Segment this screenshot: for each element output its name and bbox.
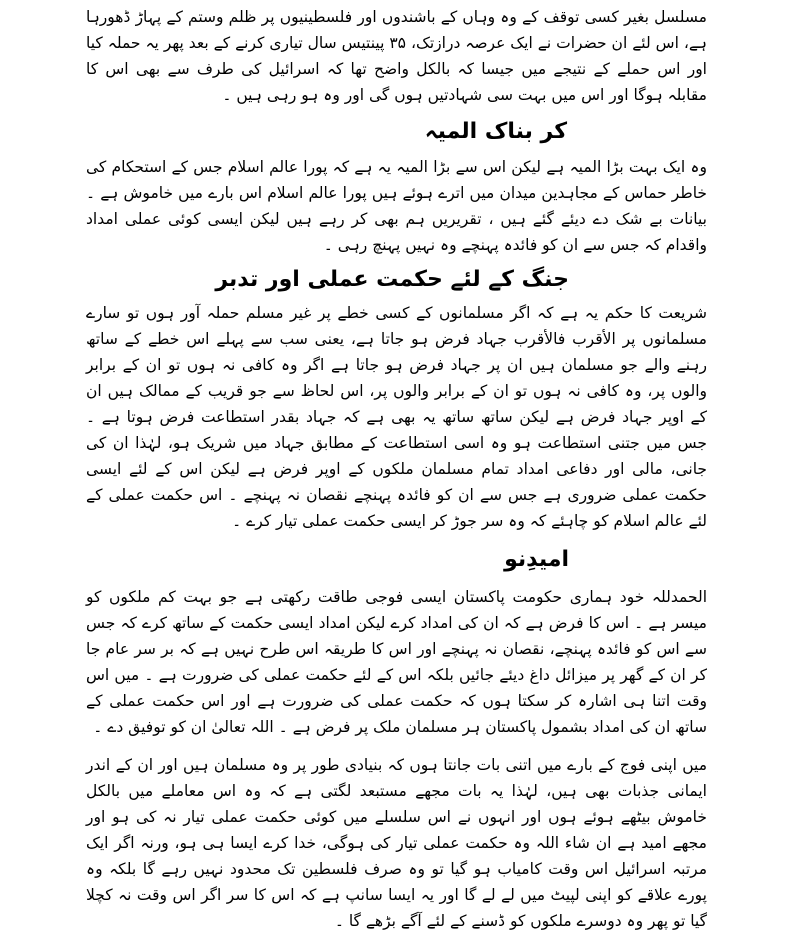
strategy-paragraph: شریعت کا حکم یہ ہے کہ اگر مسلمانوں کے کسی خطے پر غیر مسلم حملہ آور ہوں تو سارے مسلمانوں پر الأقرب فالأقرب جہاد فرض ہو جاتا ہے، یعنی سب سے پہلے اس خطے کے ساتھ رہنے والے جو مسلمان ہیں ان پر جہاد فرض ہو جاتا ہے اگر وہ کافی نہ ہوں تو ان کے برابر والوں پر، وہ کافی نہ ہوں تو ان کے برابر والوں پر، اس لحاظ سے جو قریب کے ممالک ہیں ان کے اوپر جہاد فرض ہے لیکن ساتھ ساتھ یہ بھی ہے کہ جہاد بقدر استطاعت فرض ہوتا ہے ۔ جس میں جتنی استطاعت ہو وہ اسی استطاعت کے مطابق جہاد میں شریک ہو، لہٰذا ان کی جانی، مالی اور دفاعی امداد تمام مسلمان ملکوں کے اوپر فرض ہے لیکن اس کے لئے ایسی حکمت عملی ضروری ہے جس سے ان کو فائدہ پہنچے نقصان نہ پہنچے ۔ اس حکمت عملی کے لئے عالم اسلام کو چاہئے کہ وہ سر جوڑ کر ایسی حکمت عملی تیار کرے ۔	[86, 304, 707, 530]
section-heading-strategy: جنگ کے لئے حکمت عملی اور تدبر	[215, 267, 569, 292]
hope-paragraph-2: میں اپنی فوج کے بارے میں اتنی بات جانتا ہوں کہ بنیادی طور پر وہ مسلمان ہیں اور ان کے اندر ایمانی جذبات بھی ہیں، لہٰذا یہ بات مجھے مستبعد لگتی ہے کہ وہ اس معاملے میں بالکل خاموش بیٹھے ہوئے ہوں اور انہوں نے اس سلسلے میں کوئی حکمت عملی تیار نہ کی ہو اور مجھے امید ہے ان شاء اللہ وہ حکمت عملی تیار کی ہوگی، خدا کرے ایسا ہی ہو، ورنہ اگر ایک مرتبہ اسرائیل اس وقت کامیاب ہو گیا تو وہ صرف فلسطین تک محدود نہیں رہے گا بلکہ وہ پورے علاقے کو اپنی لپیٹ میں لے لے گا اور یہ ایسا سانپ ہے کہ اس کا سر اگر اس وقت نہ کچلا گیا تو پھر وہ دوسرے ملکوں کو ڈسنے کے لئے آگے بڑھے گا ۔	[86, 756, 707, 930]
intro-paragraph: مسلسل بغیر کسی توقف کے وہ وہاں کے باشندوں اور فلسطینیوں پر ظلم وستم کے پہاڑ ڈھورہا ہے، اس لئے ان حضرات نے ایک عرصہ درازتک، ۳۵ پینتیس سال تیاری کرنے کے بعد پھر یہ حملہ کیا اور اس حملے کے نتیجے میں جیسا کہ بالکل واضح تھا کہ اسرائیل کی طرف سے بھی اس کا مقابلہ ہوگا اور اس میں بہت سی شہادتیں ہوں گی اور وہ ہو رہی ہیں ۔	[86, 8, 708, 104]
section-heading-tragedy: کر بناک المیہ	[424, 119, 567, 144]
section-heading-hope: امیدِنو	[504, 547, 569, 572]
hope-paragraph-1: الحمدللہ خود ہماری حکومت پاکستان ایسی فوجی طاقت رکھتی ہے جو بہت کم ملکوں کو میسر ہے ۔ اس کا فرض ہے کہ ان کی امداد کرے لیکن امداد ایسی حکمت کے ساتھ کرے کہ جس سے اس کو فائدہ پہنچے، نقصان نہ پہنچے اور اس کا طریقہ اس طرح نہیں ہے کہ بر سر عام جا کر ان کے گھر پر میزائل داغ دیئے جائیں بلکہ اس کے لئے حکمت عملی کی ضرورت ہے ۔ میں اس وقت اتنا ہی اشارہ کر سکتا ہوں کہ حکمت عملی کی ضرورت ہے اور اس حکمت عملی کے ساتھ ان کی امداد بشمول پاکستان ہر مسلمان ملک پر فرض ہے ۔ اللہ تعالیٰ ان کو توفیق دے ۔	[86, 588, 707, 736]
tragedy-paragraph: وہ ایک بہت بڑا المیہ ہے لیکن اس سے بڑا المیہ یہ ہے کہ پورا عالم اسلام جس کے استحکام کی خاطر حماس کے مجاہدین میدان میں اترے ہوئے ہیں پورا عالم اسلام اس بارے میں خاموش ہے ۔ بیانات بے شک دے دیئے گئے ہیں ، تقریریں ہم بھی کر رہے ہیں لیکن ایسی کوئی عملی امداد واقدام کہ جس سے ان کو فائدہ پہنچے وہ نہیں پہنچ رہی ۔	[86, 158, 707, 254]
paragraph-spacer	[86, 740, 707, 752]
